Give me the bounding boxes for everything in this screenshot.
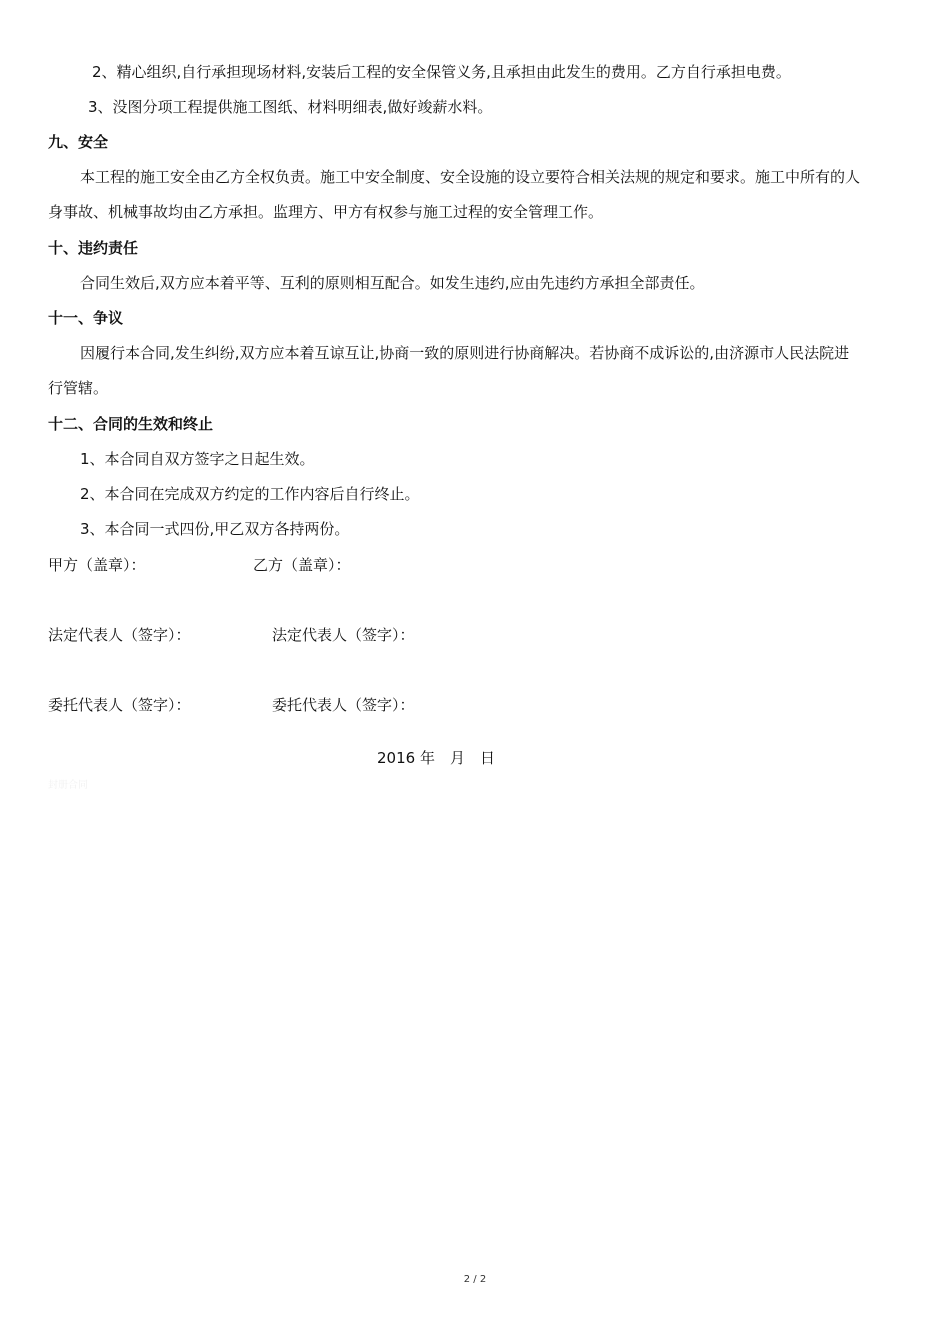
dispute-paragraph-line-1: 因履行本合同,发生纠纷,双方应本着互谅互让,协商一致的原则进行协商解决。若协商不成诉讼的,由济源市人民法院进 (80, 344, 850, 362)
clause-8-item-3: 3、没图分项工程提供施工图纸、材料明细表,做好竣薪水料。 (88, 98, 493, 116)
clause-8-item-2: 2、精心组织,自行承担现场材料,安装后工程的安全保管义务,且承担由此发生的费用。乙方自行承担电费。 (92, 63, 791, 81)
party-a-agent-label: 委托代表人（签字）： (48, 696, 191, 714)
heading-effect-termination: 十二、合同的生效和终止 (48, 415, 214, 433)
heading-safety: 九、安全 (48, 133, 109, 151)
safety-paragraph-line-2: 身事故、机械事故均由乙方承担。监理方、甲方有权参与施工过程的安全管理工作。 (48, 203, 604, 221)
party-b-agent-label: 委托代表人（签字）： (272, 696, 415, 714)
party-b-seal-label: 乙方（盖章）： (253, 556, 351, 574)
signing-date: 2016 年 月 日 (377, 749, 495, 767)
page-number: 2 / 2 (463, 1274, 487, 1285)
effect-item-2: 2、本合同在完成双方约定的工作内容后自行终止。 (80, 485, 420, 503)
safety-paragraph-line-1: 本工程的施工安全由乙方全权负责。施工中安全制度、安全设施的设立要符合相关法规的规定和要求。施工中所有的人 (80, 168, 861, 186)
heading-dispute: 十一、争议 (48, 309, 124, 327)
dispute-paragraph-line-2: 行管辖。 (48, 379, 109, 397)
effect-item-3: 3、本合同一式四份,甲乙双方各持两份。 (80, 520, 350, 538)
party-a-legal-rep-label: 法定代表人（签字）： (48, 626, 191, 644)
party-b-legal-rep-label: 法定代表人（签字）： (272, 626, 415, 644)
faint-watermark-text: 封册合同 (48, 780, 88, 791)
breach-paragraph: 合同生效后,双方应本着平等、互利的原则相互配合。如发生违约,应由先违约方承担全部责任。 (80, 274, 705, 292)
party-a-seal-label: 甲方（盖章）： (48, 556, 146, 574)
heading-breach-liability: 十、违约责任 (48, 239, 139, 257)
effect-item-1: 1、本合同自双方签字之日起生效。 (80, 450, 315, 468)
